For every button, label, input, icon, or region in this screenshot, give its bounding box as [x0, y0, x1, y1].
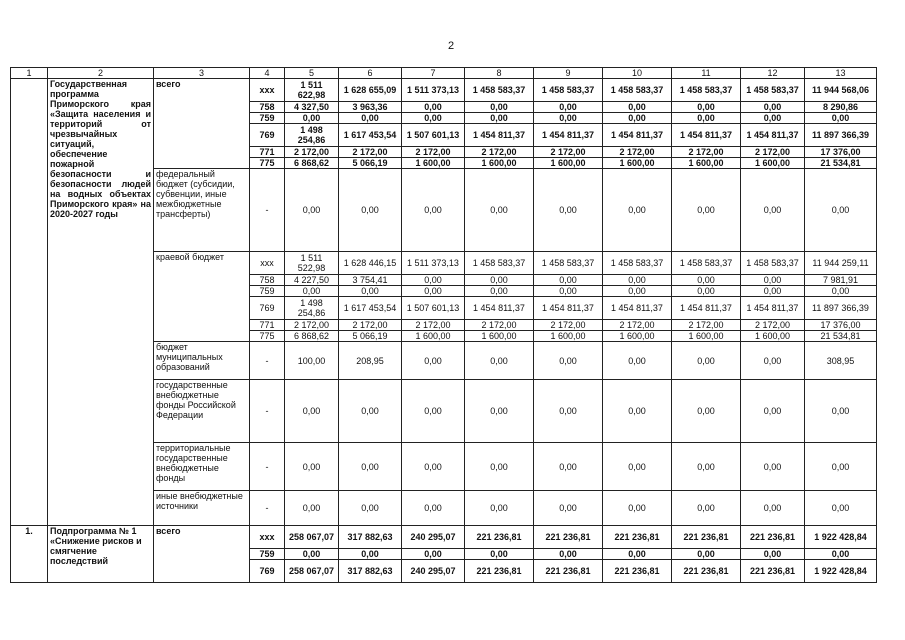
amount-cell: 0,00 — [672, 102, 741, 113]
amount-cell: 2 172,00 — [465, 320, 534, 331]
amount-cell: 1 458 583,37 — [534, 79, 603, 102]
amount-cell: 1 454 811,37 — [534, 124, 603, 147]
funding-source: иные внебюджетные источники — [154, 491, 250, 526]
amount-cell: 0,00 — [741, 275, 805, 286]
amount-cell: 2 172,00 — [672, 147, 741, 158]
amount-cell: 0,00 — [402, 102, 465, 113]
budget-code: - — [250, 342, 285, 380]
amount-cell: 0,00 — [672, 380, 741, 443]
amount-cell: 221 236,81 — [534, 560, 603, 583]
amount-cell: 2 172,00 — [339, 320, 402, 331]
amount-cell: 308,95 — [805, 342, 877, 380]
amount-cell: 2 172,00 — [741, 147, 805, 158]
amount-cell: 1 628 446,15 — [339, 252, 402, 275]
amount-cell: 0,00 — [534, 342, 603, 380]
column-number: 2 — [48, 68, 154, 79]
amount-cell: 2 172,00 — [465, 147, 534, 158]
subprogram-name: Подпрограмма № 1 «Снижение рисков и смягчение последствий — [48, 526, 154, 583]
amount-cell: 1 600,00 — [402, 331, 465, 342]
amount-cell: 1 498 254,86 — [285, 124, 339, 147]
amount-cell: 0,00 — [402, 275, 465, 286]
amount-cell: 221 236,81 — [672, 526, 741, 549]
amount-cell: 1 507 601,13 — [402, 124, 465, 147]
amount-cell: 0,00 — [672, 286, 741, 297]
amount-cell: 1 511 373,13 — [402, 252, 465, 275]
amount-cell: 6 868,62 — [285, 158, 339, 169]
amount-cell: 1 458 583,37 — [672, 252, 741, 275]
amount-cell: 0,00 — [805, 443, 877, 491]
column-number: 4 — [250, 68, 285, 79]
amount-cell: 0,00 — [402, 286, 465, 297]
amount-cell: 0,00 — [465, 286, 534, 297]
amount-cell: 1 600,00 — [603, 158, 672, 169]
amount-cell: 1 454 811,37 — [741, 297, 805, 320]
budget-code: 769 — [250, 124, 285, 147]
amount-cell: 0,00 — [603, 443, 672, 491]
amount-cell: 1 628 655,09 — [339, 79, 402, 102]
amount-cell: 0,00 — [339, 113, 402, 124]
amount-cell: 0,00 — [603, 491, 672, 526]
funding-source: территориальные государственные внебюджетные фонды — [154, 443, 250, 491]
amount-cell: 0,00 — [805, 286, 877, 297]
amount-cell: 0,00 — [603, 286, 672, 297]
amount-cell: 1 600,00 — [741, 158, 805, 169]
amount-cell: 0,00 — [603, 549, 672, 560]
amount-cell: 0,00 — [339, 169, 402, 252]
column-number: 11 — [672, 68, 741, 79]
amount-cell: 0,00 — [465, 275, 534, 286]
budget-code: - — [250, 491, 285, 526]
amount-cell: 1 600,00 — [465, 158, 534, 169]
amount-cell: 1 458 583,37 — [672, 79, 741, 102]
funding-source: государственные внебюджетные фонды Российской Федерации — [154, 380, 250, 443]
program-name: Государственная программа Приморского края «Защита населения и территорий от чрезвычайных ситуаций, обеспечение пожарной безопасности и безопасности людей на водных объектах Приморского края» на 2020-2027 годы — [48, 79, 154, 526]
amount-cell: 1 600,00 — [402, 158, 465, 169]
column-number-row — [11, 68, 877, 79]
amount-cell: 1 458 583,37 — [465, 79, 534, 102]
budget-code: 759 — [250, 286, 285, 297]
subprogram-row — [11, 526, 877, 549]
amount-cell: 1 454 811,37 — [465, 124, 534, 147]
amount-cell: 258 067,07 — [285, 526, 339, 549]
amount-cell: 5 066,19 — [339, 158, 402, 169]
amount-cell: 221 236,81 — [603, 560, 672, 583]
amount-cell: 0,00 — [465, 113, 534, 124]
amount-cell: 4 327,50 — [285, 102, 339, 113]
funding-source: федеральный бюджет (субсидии, субвенции, иные межбюджетные трансферты) — [154, 169, 250, 252]
amount-cell: 1 454 811,37 — [672, 297, 741, 320]
amount-cell: 0,00 — [534, 286, 603, 297]
amount-cell: 1 511 522,98 — [285, 252, 339, 275]
amount-cell: 2 172,00 — [672, 320, 741, 331]
amount-cell: 0,00 — [603, 113, 672, 124]
amount-cell: 1 454 811,37 — [465, 297, 534, 320]
amount-cell: 2 172,00 — [603, 147, 672, 158]
amount-cell: 0,00 — [339, 443, 402, 491]
amount-cell: 0,00 — [402, 549, 465, 560]
amount-cell: 0,00 — [672, 169, 741, 252]
amount-cell: 0,00 — [465, 169, 534, 252]
amount-cell: 0,00 — [805, 169, 877, 252]
amount-cell: 0,00 — [465, 380, 534, 443]
amount-cell: 208,95 — [339, 342, 402, 380]
budget-code: 758 — [250, 102, 285, 113]
amount-cell: 1 458 583,37 — [741, 252, 805, 275]
amount-cell: 0,00 — [285, 491, 339, 526]
amount-cell: 3 963,36 — [339, 102, 402, 113]
amount-cell: 0,00 — [285, 380, 339, 443]
amount-cell: 0,00 — [285, 169, 339, 252]
amount-cell: 1 454 811,37 — [603, 124, 672, 147]
budget-code: 769 — [250, 297, 285, 320]
budget-code: - — [250, 169, 285, 252]
budget-code: 771 — [250, 320, 285, 331]
amount-cell: 0,00 — [805, 549, 877, 560]
amount-cell: 1 458 583,37 — [465, 252, 534, 275]
budget-code: 759 — [250, 549, 285, 560]
row-index-cell — [11, 79, 48, 526]
column-number: 1 — [11, 68, 48, 79]
amount-cell: 4 227,50 — [285, 275, 339, 286]
amount-cell: 1 922 428,84 — [805, 526, 877, 549]
funding-source: всего — [154, 79, 250, 169]
amount-cell: 1 507 601,13 — [402, 297, 465, 320]
amount-cell: 1 498 254,86 — [285, 297, 339, 320]
amount-cell: 0,00 — [741, 380, 805, 443]
amount-cell: 221 236,81 — [741, 526, 805, 549]
amount-cell: 11 897 366,39 — [805, 297, 877, 320]
amount-cell: 0,00 — [741, 286, 805, 297]
amount-cell: 0,00 — [805, 491, 877, 526]
amount-cell: 2 172,00 — [285, 147, 339, 158]
amount-cell: 0,00 — [465, 443, 534, 491]
amount-cell: 0,00 — [339, 491, 402, 526]
amount-cell: 1 458 583,37 — [603, 252, 672, 275]
budget-code: 758 — [250, 275, 285, 286]
amount-cell: 221 236,81 — [672, 560, 741, 583]
amount-cell: 2 172,00 — [339, 147, 402, 158]
amount-cell: 0,00 — [672, 491, 741, 526]
budget-code: - — [250, 380, 285, 443]
amount-cell: 1 454 811,37 — [534, 297, 603, 320]
amount-cell: 0,00 — [672, 275, 741, 286]
budget-code: 771 — [250, 147, 285, 158]
amount-cell: 0,00 — [741, 491, 805, 526]
amount-cell: 11 944 259,11 — [805, 252, 877, 275]
amount-cell: 2 172,00 — [402, 147, 465, 158]
amount-cell: 0,00 — [402, 443, 465, 491]
amount-cell: 258 067,07 — [285, 560, 339, 583]
amount-cell: 0,00 — [534, 102, 603, 113]
budget-code: 759 — [250, 113, 285, 124]
amount-cell: 3 754,41 — [339, 275, 402, 286]
amount-cell: 0,00 — [534, 443, 603, 491]
amount-cell: 0,00 — [285, 286, 339, 297]
amount-cell: 1 458 583,37 — [741, 79, 805, 102]
column-number: 7 — [402, 68, 465, 79]
amount-cell: 0,00 — [534, 113, 603, 124]
row-index: 1. — [11, 526, 48, 583]
amount-cell: 0,00 — [805, 113, 877, 124]
amount-cell: 221 236,81 — [741, 560, 805, 583]
amount-cell: 0,00 — [603, 275, 672, 286]
amount-cell: 1 617 453,54 — [339, 124, 402, 147]
amount-cell: 0,00 — [672, 443, 741, 491]
amount-cell: 1 922 428,84 — [805, 560, 877, 583]
amount-cell: 0,00 — [402, 169, 465, 252]
funding-source: бюджет муниципальных образований — [154, 342, 250, 380]
column-number: 9 — [534, 68, 603, 79]
amount-cell: 1 617 453,54 — [339, 297, 402, 320]
column-number: 5 — [285, 68, 339, 79]
amount-cell: 2 172,00 — [741, 320, 805, 331]
amount-cell: 0,00 — [534, 275, 603, 286]
amount-cell: 0,00 — [741, 443, 805, 491]
amount-cell: 0,00 — [402, 491, 465, 526]
amount-cell: 221 236,81 — [465, 526, 534, 549]
amount-cell: 0,00 — [339, 549, 402, 560]
budget-code: - — [250, 443, 285, 491]
amount-cell: 1 454 811,37 — [672, 124, 741, 147]
amount-cell: 1 454 811,37 — [603, 297, 672, 320]
amount-cell: 1 600,00 — [672, 158, 741, 169]
amount-cell: 0,00 — [402, 342, 465, 380]
amount-cell: 2 172,00 — [603, 320, 672, 331]
amount-cell: 0,00 — [741, 342, 805, 380]
budget-code: ххх — [250, 526, 285, 549]
amount-cell: 0,00 — [741, 102, 805, 113]
amount-cell: 0,00 — [339, 380, 402, 443]
amount-cell: 0,00 — [741, 113, 805, 124]
amount-cell: 0,00 — [465, 491, 534, 526]
column-number: 13 — [805, 68, 877, 79]
amount-cell: 1 600,00 — [603, 331, 672, 342]
amount-cell: 0,00 — [672, 113, 741, 124]
amount-cell: 1 511 373,13 — [402, 79, 465, 102]
amount-cell: 1 458 583,37 — [534, 252, 603, 275]
amount-cell: 2 172,00 — [402, 320, 465, 331]
amount-cell: 1 600,00 — [465, 331, 534, 342]
amount-cell: 100,00 — [285, 342, 339, 380]
amount-cell: 17 376,00 — [805, 147, 877, 158]
amount-cell: 1 511 622,98 — [285, 79, 339, 102]
amount-cell: 2 172,00 — [534, 320, 603, 331]
amount-cell: 240 295,07 — [402, 560, 465, 583]
budget-code: 775 — [250, 158, 285, 169]
amount-cell: 0,00 — [534, 380, 603, 443]
amount-cell: 0,00 — [672, 342, 741, 380]
budget-code: 769 — [250, 560, 285, 583]
budget-code: 775 — [250, 331, 285, 342]
amount-cell: 21 534,81 — [805, 158, 877, 169]
table-row — [11, 79, 877, 102]
amount-cell: 0,00 — [465, 342, 534, 380]
amount-cell: 7 981,91 — [805, 275, 877, 286]
amount-cell: 1 600,00 — [534, 331, 603, 342]
amount-cell: 8 290,86 — [805, 102, 877, 113]
column-number: 8 — [465, 68, 534, 79]
amount-cell: 0,00 — [603, 380, 672, 443]
amount-cell: 240 295,07 — [402, 526, 465, 549]
column-number: 3 — [154, 68, 250, 79]
amount-cell: 1 600,00 — [534, 158, 603, 169]
amount-cell: 6 868,62 — [285, 331, 339, 342]
amount-cell: 21 534,81 — [805, 331, 877, 342]
amount-cell: 221 236,81 — [534, 526, 603, 549]
funding-source: всего — [154, 526, 250, 583]
amount-cell: 0,00 — [339, 286, 402, 297]
amount-cell: 0,00 — [603, 102, 672, 113]
amount-cell: 0,00 — [285, 549, 339, 560]
amount-cell: 17 376,00 — [805, 320, 877, 331]
amount-cell: 0,00 — [534, 549, 603, 560]
amount-cell: 0,00 — [402, 380, 465, 443]
amount-cell: 5 066,19 — [339, 331, 402, 342]
amount-cell: 0,00 — [672, 549, 741, 560]
amount-cell: 0,00 — [603, 342, 672, 380]
budget-code: ххх — [250, 79, 285, 102]
amount-cell: 2 172,00 — [534, 147, 603, 158]
amount-cell: 1 600,00 — [741, 331, 805, 342]
amount-cell: 0,00 — [741, 549, 805, 560]
amount-cell: 2 172,00 — [285, 320, 339, 331]
funding-source: краевой бюджет — [154, 252, 250, 342]
column-number: 10 — [603, 68, 672, 79]
page-number: 2 — [448, 40, 455, 52]
amount-cell: 1 600,00 — [672, 331, 741, 342]
budget-table — [10, 67, 877, 583]
budget-code: ххх — [250, 252, 285, 275]
amount-cell: 221 236,81 — [465, 560, 534, 583]
amount-cell: 11 944 568,06 — [805, 79, 877, 102]
amount-cell: 0,00 — [805, 380, 877, 443]
amount-cell: 221 236,81 — [603, 526, 672, 549]
amount-cell: 11 897 366,39 — [805, 124, 877, 147]
amount-cell: 1 458 583,37 — [603, 79, 672, 102]
amount-cell: 0,00 — [534, 491, 603, 526]
amount-cell: 317 882,63 — [339, 526, 402, 549]
amount-cell: 0,00 — [741, 169, 805, 252]
amount-cell: 0,00 — [402, 113, 465, 124]
amount-cell: 0,00 — [534, 169, 603, 252]
amount-cell: 0,00 — [465, 102, 534, 113]
column-number: 6 — [339, 68, 402, 79]
amount-cell: 0,00 — [285, 113, 339, 124]
amount-cell: 0,00 — [465, 549, 534, 560]
amount-cell: 317 882,63 — [339, 560, 402, 583]
amount-cell: 0,00 — [285, 443, 339, 491]
amount-cell: 0,00 — [603, 169, 672, 252]
column-number: 12 — [741, 68, 805, 79]
amount-cell: 1 454 811,37 — [741, 124, 805, 147]
